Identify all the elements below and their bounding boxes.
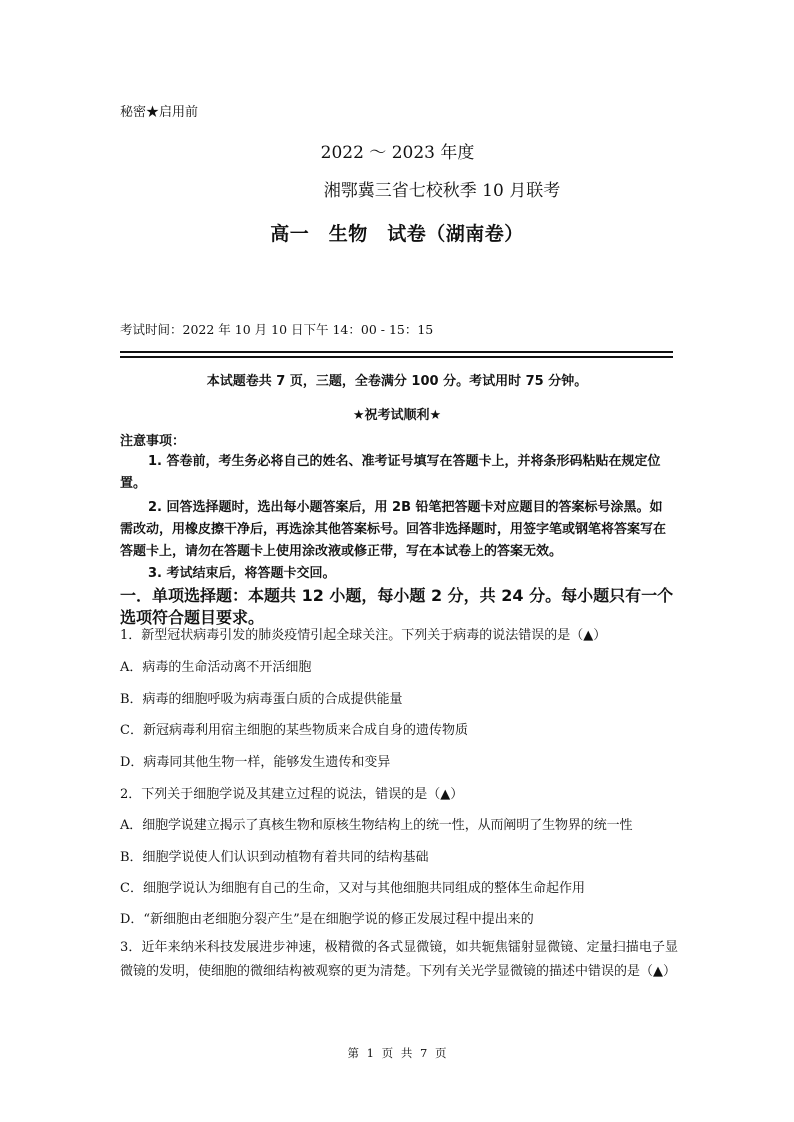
- notice-title: 注意事项：: [120, 434, 186, 449]
- notice-item: 3. 考试结束后，将答题卡交回。: [148, 566, 336, 581]
- notice-item: 1. 答卷前，考生务必将自己的姓名、准考证号填写在答题卡上，并将条形码粘贴在规定位置。: [120, 454, 661, 491]
- answer-option: D．病毒同其他生物一样，能够发生遗传和变异: [120, 755, 391, 770]
- header-divider-bottom: [120, 356, 673, 358]
- question-stem: 1．新型冠状病毒引发的肺炎疫情引起全球关注。下列关于病毒的说法错误的是（▲）: [120, 628, 607, 643]
- answer-option: B．病毒的细胞呼吸为病毒蛋白质的合成提供能量: [120, 692, 403, 707]
- good-luck-banner: ★祝考试顺利★: [352, 408, 442, 423]
- answer-option: D．“新细胞由老细胞分裂产生”是在细胞学说的修正发展过程中提出来的: [120, 912, 534, 927]
- exam-time: 考试时间：2022 年 10 月 10 日下午 14：00 - 15：15: [120, 322, 434, 337]
- question-stem: 2．下列关于细胞学说及其建立过程的说法，错误的是（▲）: [120, 787, 464, 802]
- answer-option: A．细胞学说建立揭示了真核生物和原核生物结构上的统一性，从而阐明了生物界的统一性: [120, 818, 633, 833]
- answer-option: C．新冠病毒利用宿主细胞的某些物质来合成自身的遗传物质: [120, 723, 468, 738]
- exam-name: 湘鄂冀三省七校秋季 10 月联考: [323, 181, 561, 201]
- answer-option: C．细胞学说认为细胞有自己的生命，又对与其他细胞共同组成的整体生命起作用: [120, 881, 585, 896]
- section-heading: 一．单项选择题：本题共 12 小题，每小题 2 分，共 24 分。每小题只有一个选项符合题目要求。: [120, 586, 674, 627]
- question-stem: 3．近年来纳米科技发展进步神速，极精微的各式显微镜，如共轭焦镭射显微镜、定量扫描电子显微镜的发明，使细胞的微细结构被观察的更为清楚。下列有关光学显微镜的描述中错误的是（▲）: [120, 940, 678, 979]
- paper-summary: 本试题卷共 7 页，三题，全卷满分 100 分。考试用时 75 分钟。: [206, 374, 588, 389]
- header-divider-top: [120, 351, 673, 353]
- notice-item: 2. 回答选择题时，选出每小题答案后，用 2B 铅笔把答题卡对应题目的答案标号涂黑。如需改动，用橡皮擦干净后，再选涂其他答案标号。回答非选择题时，用签字笔或钢笔将答案写在答题卡上，请勿在答题卡上使用涂改液或修正带，写在本试卷上的答案无效。: [120, 500, 667, 559]
- page-number: 第 1 页 共 7 页: [347, 1046, 447, 1060]
- answer-option: A．病毒的生命活动离不开活细胞: [120, 660, 312, 675]
- paper-title: 高一 生物 试卷（湖南卷）: [270, 223, 524, 245]
- academic-year: 2022 ～ 2023 年度: [320, 143, 475, 163]
- confidential-label: 秘密★启用前: [120, 105, 199, 120]
- answer-option: B．细胞学说使人们认识到动植物有着共同的结构基础: [120, 850, 429, 865]
